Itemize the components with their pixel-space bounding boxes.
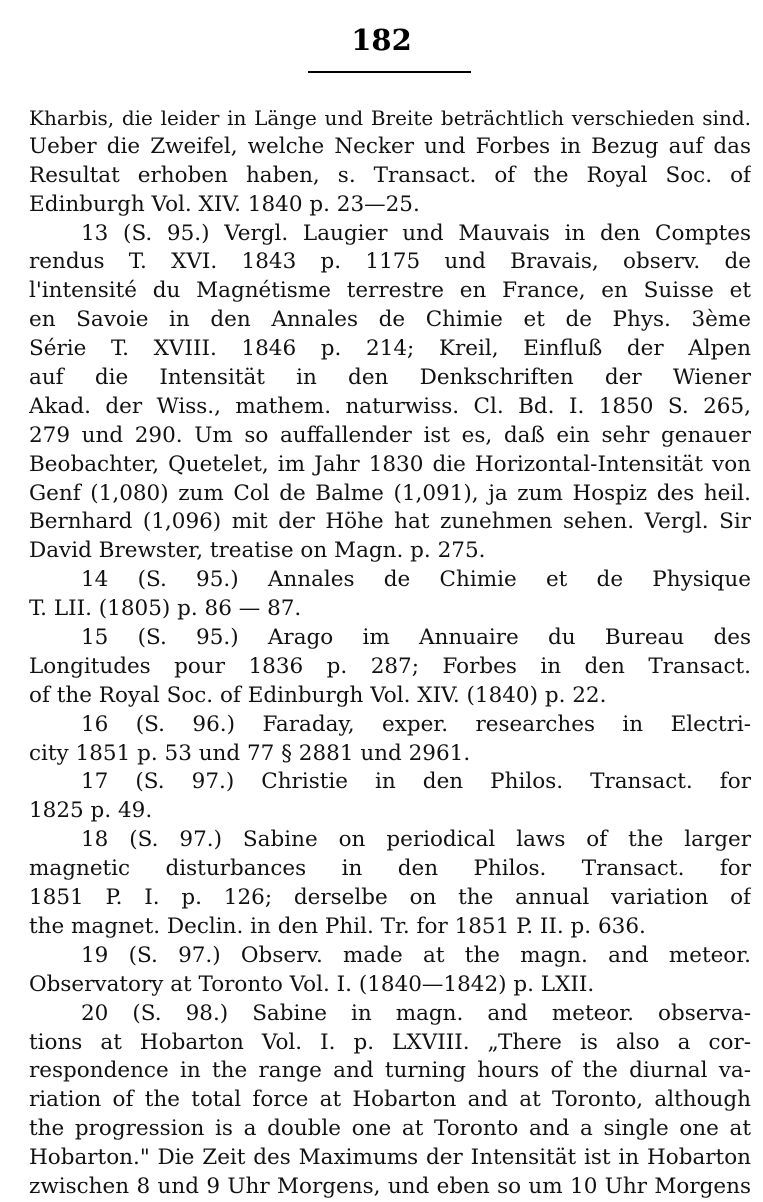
text-line: Observatory at Toronto Vol. I. (1840—1842) p. LXII. bbox=[29, 971, 595, 997]
header-rule bbox=[308, 71, 471, 73]
text-line: 20 (S. 98.) Sabine in magn. and meteor. observa- bbox=[81, 1000, 751, 1026]
text-line: respondence in the range and turning hours of the diurnal va- bbox=[29, 1058, 751, 1084]
text-line: Akad. der Wiss., mathem. naturwiss. Cl. Bd. I. 1850 S. 265, bbox=[29, 393, 751, 419]
text-line: Ueber die Zweifel, welche Necker und Forbes in Bezug auf das bbox=[29, 133, 751, 159]
text-line: tions at Hobarton Vol. I. p. LXVIII. „There is also a cor- bbox=[29, 1029, 751, 1055]
text-line: Série T. XVIII. 1846 p. 214; Kreil, Einfluß der Alpen bbox=[29, 336, 751, 362]
text-line: 1825 p. 49. bbox=[29, 798, 153, 824]
text-line: zwischen 8 und 9 Uhr Morgens, und eben so um 10 Uhr Morgens bbox=[29, 1173, 751, 1199]
text-line: city 1851 p. 53 und 77 § 2881 und 2961. bbox=[29, 740, 471, 766]
text-line: Edinburgh Vol. XIV. 1840 p. 23—25. bbox=[29, 191, 420, 217]
text-line: the progression is a double one at Toronto and a single one at bbox=[29, 1116, 751, 1142]
text-line: 18 (S. 97.) Sabine on periodical laws of the larger bbox=[81, 827, 751, 853]
text-line: T. LII. (1805) p. 86 — 87. bbox=[29, 596, 302, 622]
text-line: magnetic disturbances in den Philos. Transact. for bbox=[29, 856, 751, 882]
text-line: rendus T. XVI. 1843 p. 1175 und Bravais, observ. de bbox=[29, 249, 751, 275]
footnotes-text-block bbox=[29, 104, 751, 1202]
text-line: David Brewster, treatise on Magn. p. 275. bbox=[29, 538, 486, 564]
text-line: Kharbis, die leider in Länge und Breite beträchtlich verschieden sind. bbox=[29, 106, 751, 130]
text-line: riation of the total force at Hobarton and at Toronto, although bbox=[29, 1087, 751, 1113]
text-line: 1851 P. I. p. 126; derselbe on the annual variation of bbox=[29, 885, 751, 911]
text-line: 19 (S. 97.) Observ. made at the magn. and meteor. bbox=[81, 942, 751, 968]
text-line: the magnet. Declin. in den Phil. Tr. for 1851 P. II. p. 636. bbox=[29, 913, 646, 939]
text-line: Bernhard (1,096) mit der Höhe hat zunehmen sehen. Vergl. Sir bbox=[29, 509, 751, 535]
text-line: of the Royal Soc. of Edinburgh Vol. XIV. (1840) p. 22. bbox=[29, 682, 607, 708]
text-line: 13 (S. 95.) Vergl. Laugier und Mauvais in den Comptes bbox=[81, 220, 751, 246]
text-line: auf die Intensität in den Denkschriften der Wiener bbox=[29, 365, 751, 391]
text-line: Hobarton." Die Zeit des Maximums der Intensität ist in Hobarton bbox=[29, 1145, 751, 1171]
text-line: 279 und 290. Um so auffallender ist es, daß ein sehr genauer bbox=[29, 422, 751, 448]
text-line: 16 (S. 96.) Faraday, exper. researches in Electri- bbox=[81, 711, 751, 737]
text-line: l'intensité du Magnétisme terrestre en France, en Suisse et bbox=[29, 278, 751, 304]
text-line: Beobachter, Quetelet, im Jahr 1830 die Horizontal-Intensität von bbox=[29, 451, 751, 477]
text-line: Longitudes pour 1836 p. 287; Forbes in den Transact. bbox=[29, 653, 751, 679]
page-number: 182 bbox=[351, 23, 412, 57]
text-line: 15 (S. 95.) Arago im Annuaire du Bureau des bbox=[81, 625, 751, 651]
text-line: 14 (S. 95.) Annales de Chimie et de Physique bbox=[81, 567, 751, 593]
text-line: en Savoie in den Annales de Chimie et de Phys. 3ème bbox=[29, 307, 751, 333]
text-line: Resultat erhoben haben, s. Transact. of the Royal Soc. of bbox=[29, 162, 751, 188]
text-line: 17 (S. 97.) Christie in den Philos. Transact. for bbox=[81, 769, 751, 795]
text-line: Genf (1,080) zum Col de Balme (1,091), ja zum Hospiz des heil. bbox=[29, 480, 751, 506]
